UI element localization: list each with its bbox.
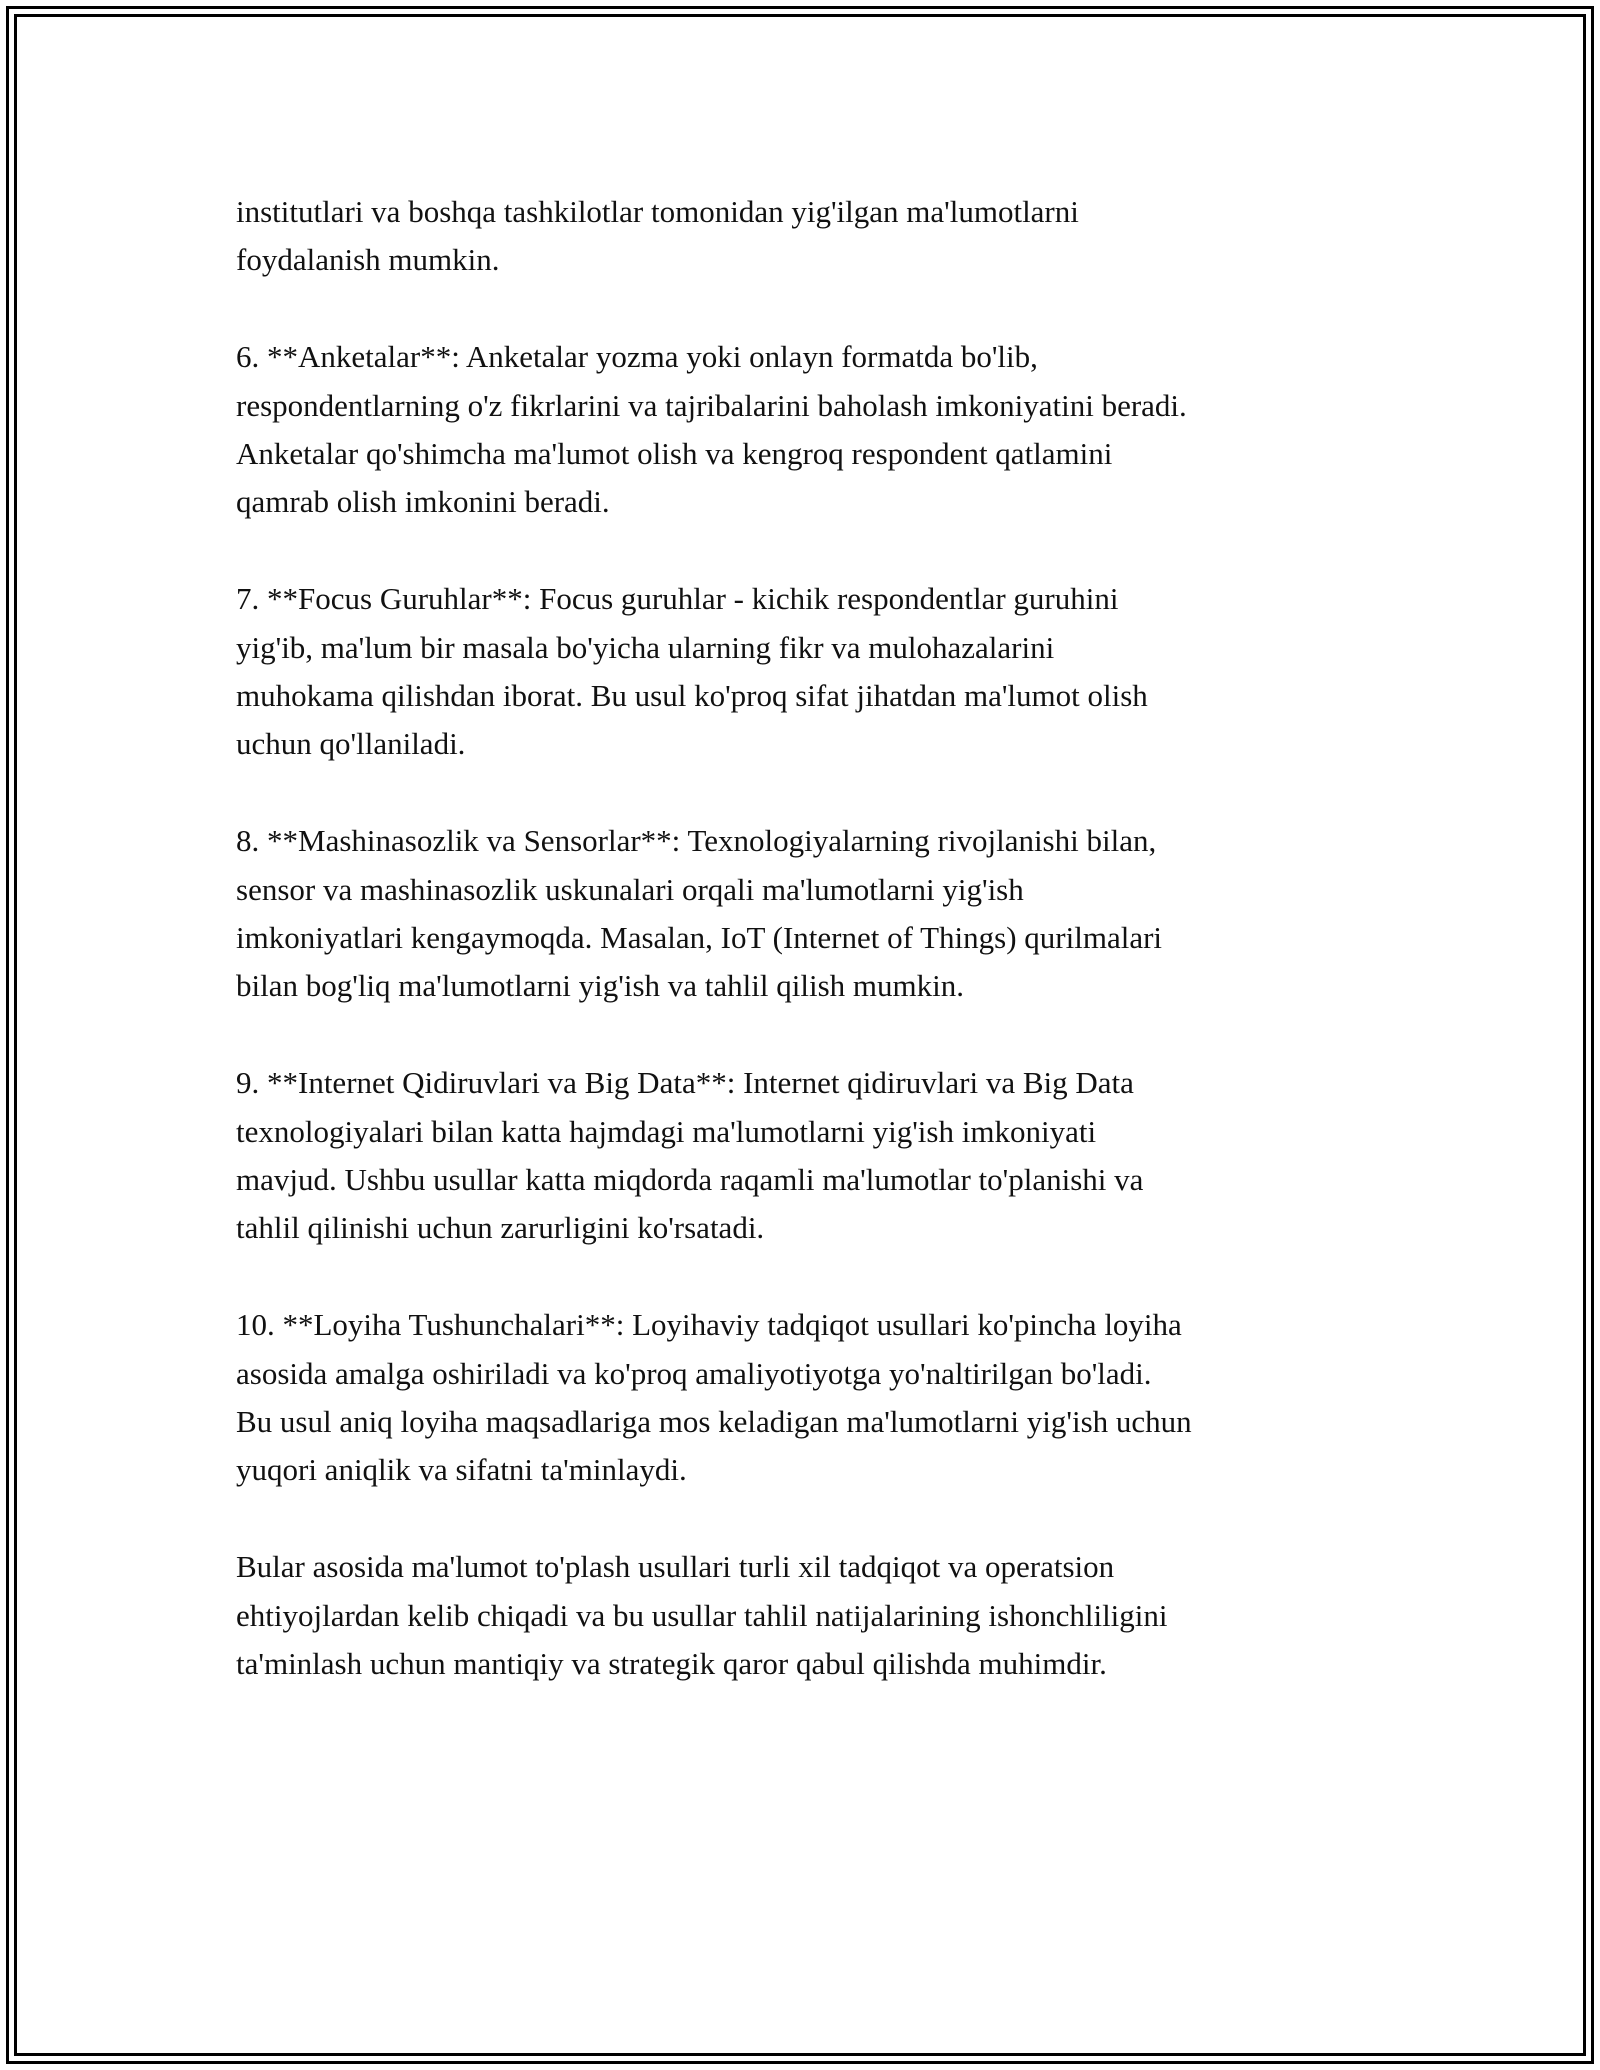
document-body — [236, 188, 1386, 1737]
text-line: 10. **Loyiha Tushunchalari**: Loyihaviy tadqiqot usullari ko'pincha loyiha — [236, 1307, 1182, 1343]
text-line: 7. **Focus Guruhlar**: Focus guruhlar - kichik respondentlar guruhini — [236, 581, 1119, 617]
text-line: tahlil qilinishi uchun zarurligini ko'rsatadi. — [236, 1210, 765, 1246]
text-line: qamrab olish imkonini beradi. — [236, 484, 610, 520]
text-line: foydalanish mumkin. — [236, 242, 500, 278]
paragraph-continuation — [236, 188, 1386, 285]
paragraph-conclusion — [236, 1543, 1386, 1688]
text-line: 8. **Mashinasozlik va Sensorlar**: Texnologiyalarning rivojlanishi bilan, — [236, 823, 1157, 859]
text-line: ta'minlash uchun mantiqiy va strategik qaror qabul qilishda muhimdir. — [236, 1646, 1107, 1682]
text-line: asosida amalga oshiriladi va ko'proq amaliyotiyotga yo'naltirilgan bo'ladi. — [236, 1355, 1152, 1391]
text-line: Anketalar qo'shimcha ma'lumot olish va kengroq respondent qatlamini — [236, 436, 1113, 472]
text-line: respondentlarning o'z fikrlarini va tajribalarini baholash imkoniyatini beradi. — [236, 387, 1187, 423]
text-line: muhokama qilishdan iborat. Bu usul ko'proq sifat jihatdan ma'lumot olish — [236, 678, 1148, 714]
paragraph-anketalar — [236, 333, 1386, 527]
text-line: texnologiyalari bilan katta hajmdagi ma'lumotlarni yig'ish imkoniyati — [236, 1113, 1097, 1149]
paragraph-mashinasozlik — [236, 817, 1386, 1011]
text-line: yig'ib, ma'lum bir masala bo'yicha ularning fikr va mulohazalarini — [236, 629, 1055, 665]
text-line: 9. **Internet Qidiruvlari va Big Data**: Internet qidiruvlari va Big Data — [236, 1065, 1134, 1101]
paragraph-big-data — [236, 1059, 1386, 1253]
text-line: uchun qo'llaniladi. — [236, 726, 466, 762]
text-line: ehtiyojlardan kelib chiqadi va bu usullar tahlil natijalarining ishonchliligini — [236, 1597, 1168, 1633]
text-line: imkoniyatlari kengaymoqda. Masalan, IoT (Internet of Things) qurilmalari — [236, 920, 1163, 956]
paragraph-loyiha — [236, 1301, 1386, 1495]
text-line: institutlari va boshqa tashkilotlar tomonidan yig'ilgan ma'lumotlarni — [236, 194, 1079, 229]
text-line: Bu usul aniq loyiha maqsadlariga mos keladigan ma'lumotlarni yig'ish uchun — [236, 1404, 1192, 1440]
text-line: Bular asosida ma'lumot to'plash usullari turli xil tadqiqot va operatsion — [236, 1549, 1115, 1585]
text-line: sensor va mashinasozlik uskunalari orqali ma'lumotlarni yig'ish — [236, 871, 1024, 907]
text-line: 6. **Anketalar**: Anketalar yozma yoki onlayn formatda bo'lib, — [236, 339, 1038, 375]
text-line: mavjud. Ushbu usullar katta miqdorda raqamli ma'lumotlar to'planishi va — [236, 1162, 1144, 1198]
paragraph-focus-guruhlar — [236, 575, 1386, 769]
text-line: yuqori aniqlik va sifatni ta'minlaydi. — [236, 1452, 687, 1488]
text-line: bilan bog'liq ma'lumotlarni yig'ish va tahlil qilish mumkin. — [236, 968, 964, 1004]
